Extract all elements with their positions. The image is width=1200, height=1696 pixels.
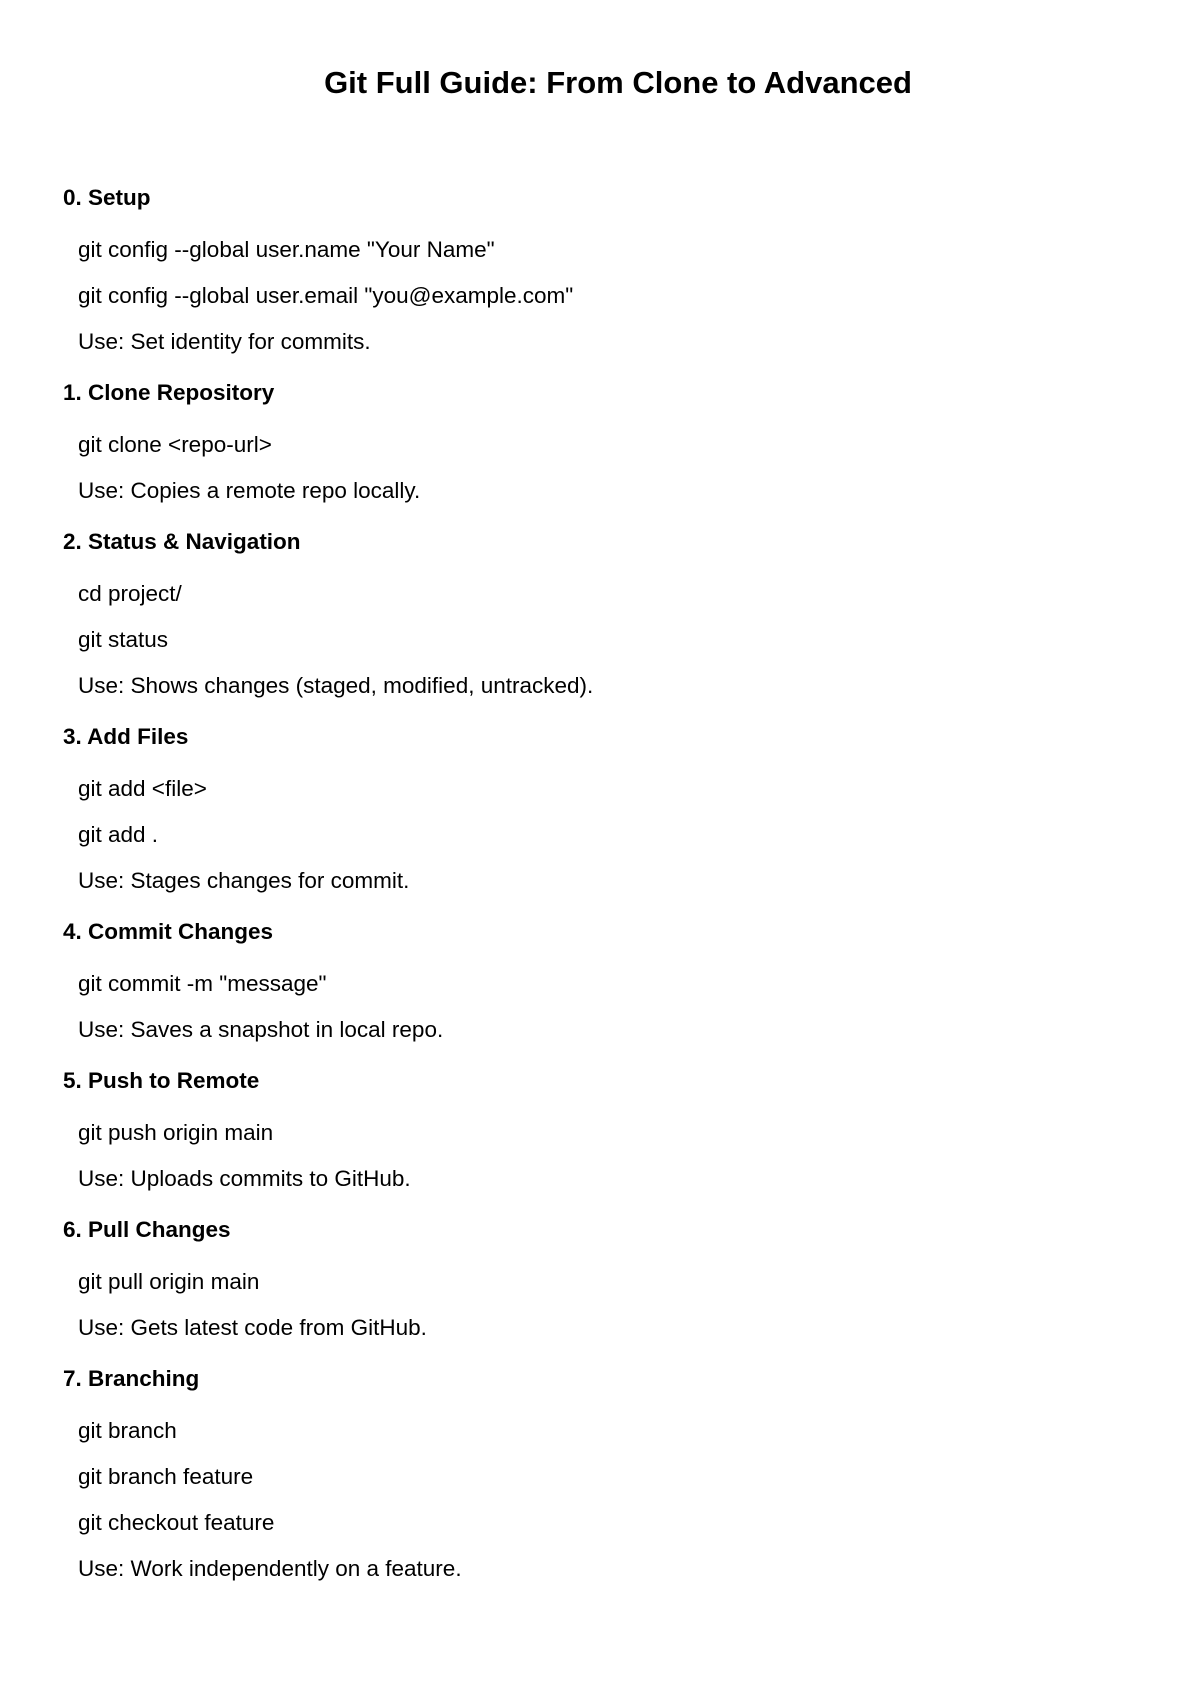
- command-line: git push origin main: [78, 1120, 274, 1145]
- usage-note: Use: Uploads commits to GitHub.: [78, 1166, 411, 1191]
- section-heading: 4. Commit Changes: [63, 919, 274, 944]
- command-line: cd project/: [78, 581, 182, 606]
- guide-section: [63, 1213, 1163, 1345]
- guide-section: [63, 915, 1163, 1047]
- command-line: git branch feature: [78, 1464, 254, 1489]
- usage-note: Use: Stages changes for commit.: [78, 868, 410, 893]
- guide-section: [63, 376, 1163, 508]
- guide-sections: [63, 181, 1163, 1603]
- section-heading: 5. Push to Remote: [63, 1068, 260, 1093]
- document-title: Git Full Guide: From Clone to Advanced: [324, 65, 912, 100]
- command-line: git pull origin main: [78, 1269, 260, 1294]
- command-line: git add .: [78, 822, 159, 847]
- section-heading: 2. Status & Navigation: [63, 529, 301, 554]
- section-heading: 7. Branching: [63, 1366, 200, 1391]
- section-heading: 1. Clone Repository: [63, 380, 275, 405]
- section-heading: 6. Pull Changes: [63, 1217, 231, 1242]
- command-line: git branch: [78, 1418, 177, 1443]
- guide-section: [63, 1064, 1163, 1196]
- usage-note: Use: Shows changes (staged, modified, untracked).: [78, 673, 594, 698]
- command-line: git config --global user.email "you@example.com": [78, 283, 574, 308]
- guide-section: [63, 525, 1163, 703]
- command-line: git commit -m "message": [78, 971, 327, 996]
- section-heading: 3. Add Files: [63, 724, 189, 749]
- usage-note: Use: Set identity for commits.: [78, 329, 371, 354]
- command-line: git status: [78, 627, 169, 652]
- guide-section: [63, 1362, 1163, 1586]
- usage-note: Use: Saves a snapshot in local repo.: [78, 1017, 444, 1042]
- usage-note: Use: Gets latest code from GitHub.: [78, 1315, 427, 1340]
- command-line: git checkout feature: [78, 1510, 275, 1535]
- guide-section: [63, 181, 1163, 359]
- usage-note: Use: Work independently on a feature.: [78, 1556, 462, 1581]
- command-line: git clone <repo-url>: [78, 432, 272, 457]
- section-heading: 0. Setup: [63, 185, 151, 210]
- guide-section: [63, 720, 1163, 898]
- command-line: git add <file>: [78, 776, 207, 801]
- command-line: git config --global user.name "Your Name": [78, 237, 495, 262]
- usage-note: Use: Copies a remote repo locally.: [78, 478, 421, 503]
